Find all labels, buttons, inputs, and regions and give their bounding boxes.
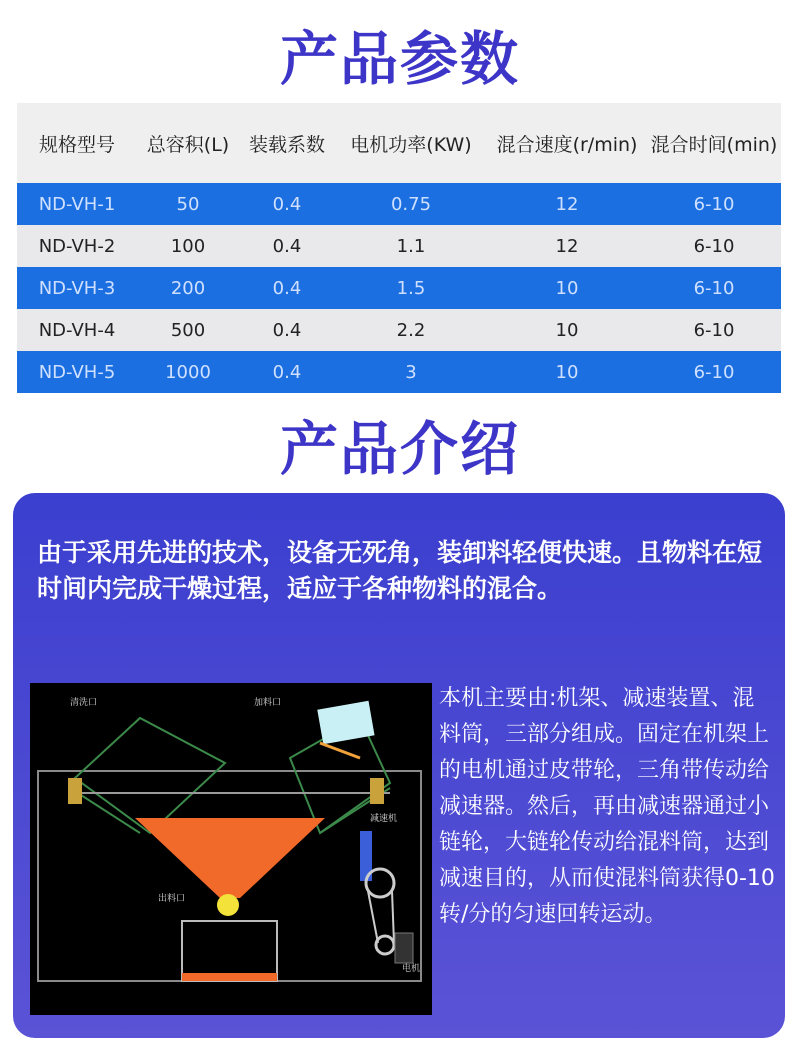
collection-box: [182, 921, 277, 981]
large-sprocket: [366, 869, 394, 897]
motor: [395, 933, 413, 963]
cell-load-factor: 0.4: [272, 235, 302, 257]
header-load-factor: 装载系数: [248, 133, 325, 156]
mixer-diagram-svg: [30, 683, 432, 1015]
table-row: [17, 351, 781, 393]
intro-panel: [13, 493, 785, 1038]
cell-motor-power: 3: [405, 361, 417, 383]
header-mix-time: 混合时间(min): [650, 133, 778, 156]
table-row: [17, 183, 781, 225]
cell-mix-speed: 12: [555, 193, 579, 215]
label-reducer: 减速机: [370, 814, 398, 824]
cell-motor-power: 2.2: [396, 319, 426, 341]
header-motor-power: 电机功率(KW): [350, 133, 472, 156]
cell-mix-time: 6-10: [693, 235, 735, 257]
cell-model: ND-VH-1: [38, 193, 116, 215]
cell-volume: 500: [170, 319, 206, 341]
cell-volume: 100: [170, 235, 206, 257]
cell-volume: 50: [176, 193, 200, 215]
intro-title: 产品介绍: [279, 415, 520, 483]
material-cone: [135, 818, 325, 898]
header-mix-speed: 混合速度(r/min): [496, 133, 638, 156]
cell-motor-power: 0.75: [390, 193, 432, 215]
cell-mix-time: 6-10: [693, 193, 735, 215]
label-feed-port: 加料口: [254, 698, 282, 708]
params-table: [17, 103, 781, 383]
cell-mix-speed: 10: [555, 319, 579, 341]
cell-mix-time: 6-10: [693, 361, 735, 383]
cell-mix-time: 6-10: [693, 277, 735, 299]
table-row: [17, 309, 781, 351]
intro-description: 本机主要由:机架、减速装置、混料筒，三部分组成。固定在机架上的电机通过皮带轮，三角带传动给减速器。然后，再由减速器通过小链轮，大链轮传动给混料筒，达到减速目的，从而使混料筒获得0-10转/分的匀速回转运动。: [439, 686, 775, 927]
cell-load-factor: 0.4: [272, 277, 302, 299]
cell-load-factor: 0.4: [272, 193, 302, 215]
table-row: [17, 225, 781, 267]
cell-motor-power: 1.5: [396, 277, 426, 299]
discharge-valve: [217, 894, 239, 916]
cell-load-factor: 0.4: [272, 319, 302, 341]
cell-load-factor: 0.4: [272, 361, 302, 383]
mixer-diagram: [30, 683, 432, 1015]
header-model: 规格型号: [38, 133, 115, 156]
cell-model: ND-VH-3: [38, 277, 116, 299]
cell-mix-speed: 10: [555, 361, 579, 383]
cell-volume: 1000: [165, 361, 211, 383]
small-sprocket: [376, 936, 394, 954]
left-barrel: [75, 718, 225, 833]
right-bearing: [370, 778, 384, 804]
cell-mix-speed: 10: [555, 277, 579, 299]
cell-model: ND-VH-5: [38, 361, 116, 383]
params-title: 产品参数: [279, 25, 520, 93]
feed-hopper: [317, 701, 374, 744]
left-bearing: [68, 778, 82, 804]
table-row: [17, 267, 781, 309]
cell-model: ND-VH-2: [38, 235, 116, 257]
label-motor: 电机: [402, 964, 421, 974]
intro-lead-text: 由于采用先进的技术，设备无死角，装卸料轻便快速。且物料在短时间内完成干燥过程，适应于各种物料的混合。: [37, 538, 763, 603]
table-header-row: [17, 103, 781, 183]
cell-volume: 200: [170, 277, 206, 299]
header-volume: 总容积(L): [146, 133, 230, 156]
cell-model: ND-VH-4: [38, 319, 116, 341]
cell-mix-time: 6-10: [693, 319, 735, 341]
label-wash-port: 清洗口: [70, 698, 98, 708]
cell-mix-speed: 12: [555, 235, 579, 257]
label-discharge-port: 出料口: [158, 894, 186, 904]
cell-motor-power: 1.1: [396, 235, 426, 257]
